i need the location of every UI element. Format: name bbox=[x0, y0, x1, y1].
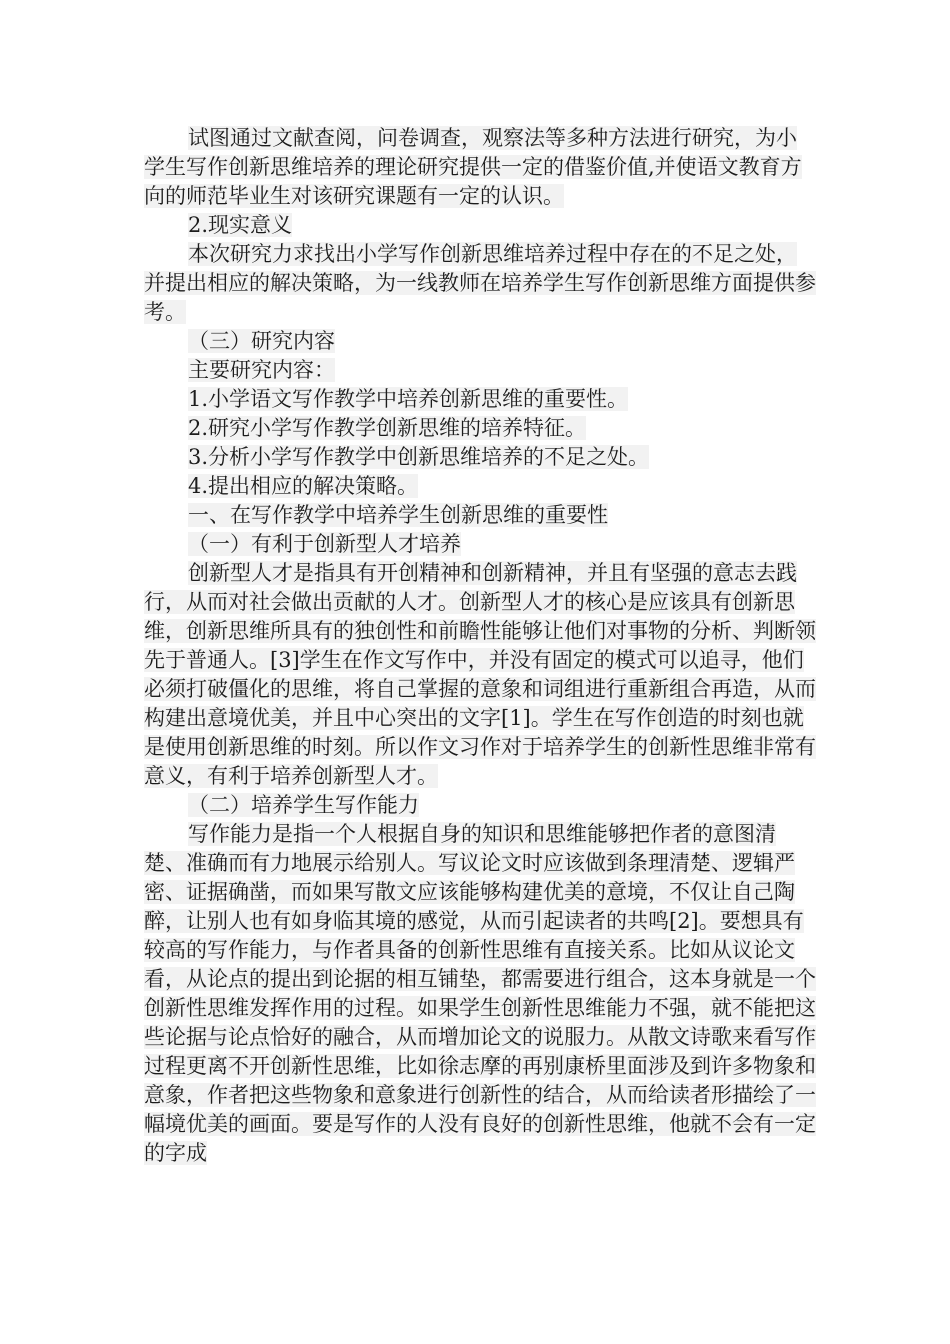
heading-practical-significance bbox=[144, 211, 816, 240]
heading-main-research-content bbox=[144, 356, 816, 385]
subheading-innovative-talent bbox=[144, 530, 816, 559]
list-item bbox=[144, 472, 816, 501]
paragraph-research-methods bbox=[144, 124, 816, 211]
list-item bbox=[144, 385, 816, 414]
heading-text: （二）培养学生写作能力 bbox=[188, 793, 419, 817]
heading-text: 主要研究内容： bbox=[188, 358, 335, 382]
document-body bbox=[144, 124, 816, 1168]
heading-text: 一、在写作教学中培养学生创新思维的重要性 bbox=[188, 503, 608, 527]
list-item-text: 1.小学语文写作教学中培养创新思维的重要性。 bbox=[188, 387, 629, 411]
paragraph-practical-significance bbox=[144, 240, 816, 327]
paragraph-text: 创新型人才是指具有开创精神和创新精神，并且有坚强的意志去践行，从而对社会做出贡献的人才。创新型人才的核心是应该具有创新思维，创新思维所具有的独创性和前瞻性能够让他们对事物的分析、判断领先于普通人。[3]学生在作文写作中，并没有固定的模式可以追寻，他们必须打破僵化的思维，将自己掌握的意象和词组进行重新组合再造，从而构建出意境优美，并且中心突出的文字[1]。学生在写作创造的时刻也就是使用创新思维的时刻。所以作文习作对于培养学生的创新性思维非常有意义，有利于培养创新型人才。 bbox=[144, 561, 816, 788]
heading-research-content bbox=[144, 327, 816, 356]
list-item bbox=[144, 414, 816, 443]
subheading-writing-ability bbox=[144, 791, 816, 820]
paragraph-text: 写作能力是指一个人根据自身的知识和思维能够把作者的意图清楚、准确而有力地展示给别人。写议论文时应该做到条理清楚、逻辑严密、证据确凿，而如果写散文应该能够构建优美的意境，不仅让自己陶醉，让别人也有如身临其境的感觉，从而引起读者的共鸣[2]。要想具有较高的写作能力，与作者具备的创新性思维有直接关系。比如从议论文看，从论点的提出到论据的相互铺垫，都需要进行组合，这本身就是一个创新性思维发挥作用的过程。如果学生创新性思维能力不强，就不能把这些论据与论点恰好的融合，从而增加论文的说服力。从散文诗歌来看写作过程更离不开创新性思维，比如徐志摩的再别康桥里面涉及到许多物象和意象，作者把这些物象和意象进行创新性的结合，从而给读者形描绘了一幅境优美的画面。要是写作的人没有良好的创新性思维，他就不会有一定的字成 bbox=[144, 822, 816, 1165]
heading-text: 2.现实意义 bbox=[188, 213, 293, 237]
heading-text: （一）有利于创新型人才培养 bbox=[188, 532, 461, 556]
list-item-text: 2.研究小学写作教学创新思维的培养特征。 bbox=[188, 416, 587, 440]
paragraph-text: 试图通过文献查阅，问卷调查，观察法等多种方法进行研究，为小学生写作创新思维培养的理论研究提供一定的借鉴价值,并使语文教育方向的师范毕业生对该研究课题有一定的认识。 bbox=[144, 126, 802, 208]
section-heading-importance bbox=[144, 501, 816, 530]
list-item-text: 4.提出相应的解决策略。 bbox=[188, 474, 419, 498]
paragraph-innovative-talent bbox=[144, 559, 816, 791]
paragraph-text: 本次研究力求找出小学写作创新思维培养过程中存在的不足之处，并提出相应的解决策略，为一线教师在培养学生写作创新思维方面提供参考。 bbox=[144, 242, 816, 324]
list-item bbox=[144, 443, 816, 472]
heading-text: （三）研究内容 bbox=[188, 329, 335, 353]
paragraph-writing-ability bbox=[144, 820, 816, 1168]
list-item-text: 3.分析小学写作教学中创新思维培养的不足之处。 bbox=[188, 445, 650, 469]
